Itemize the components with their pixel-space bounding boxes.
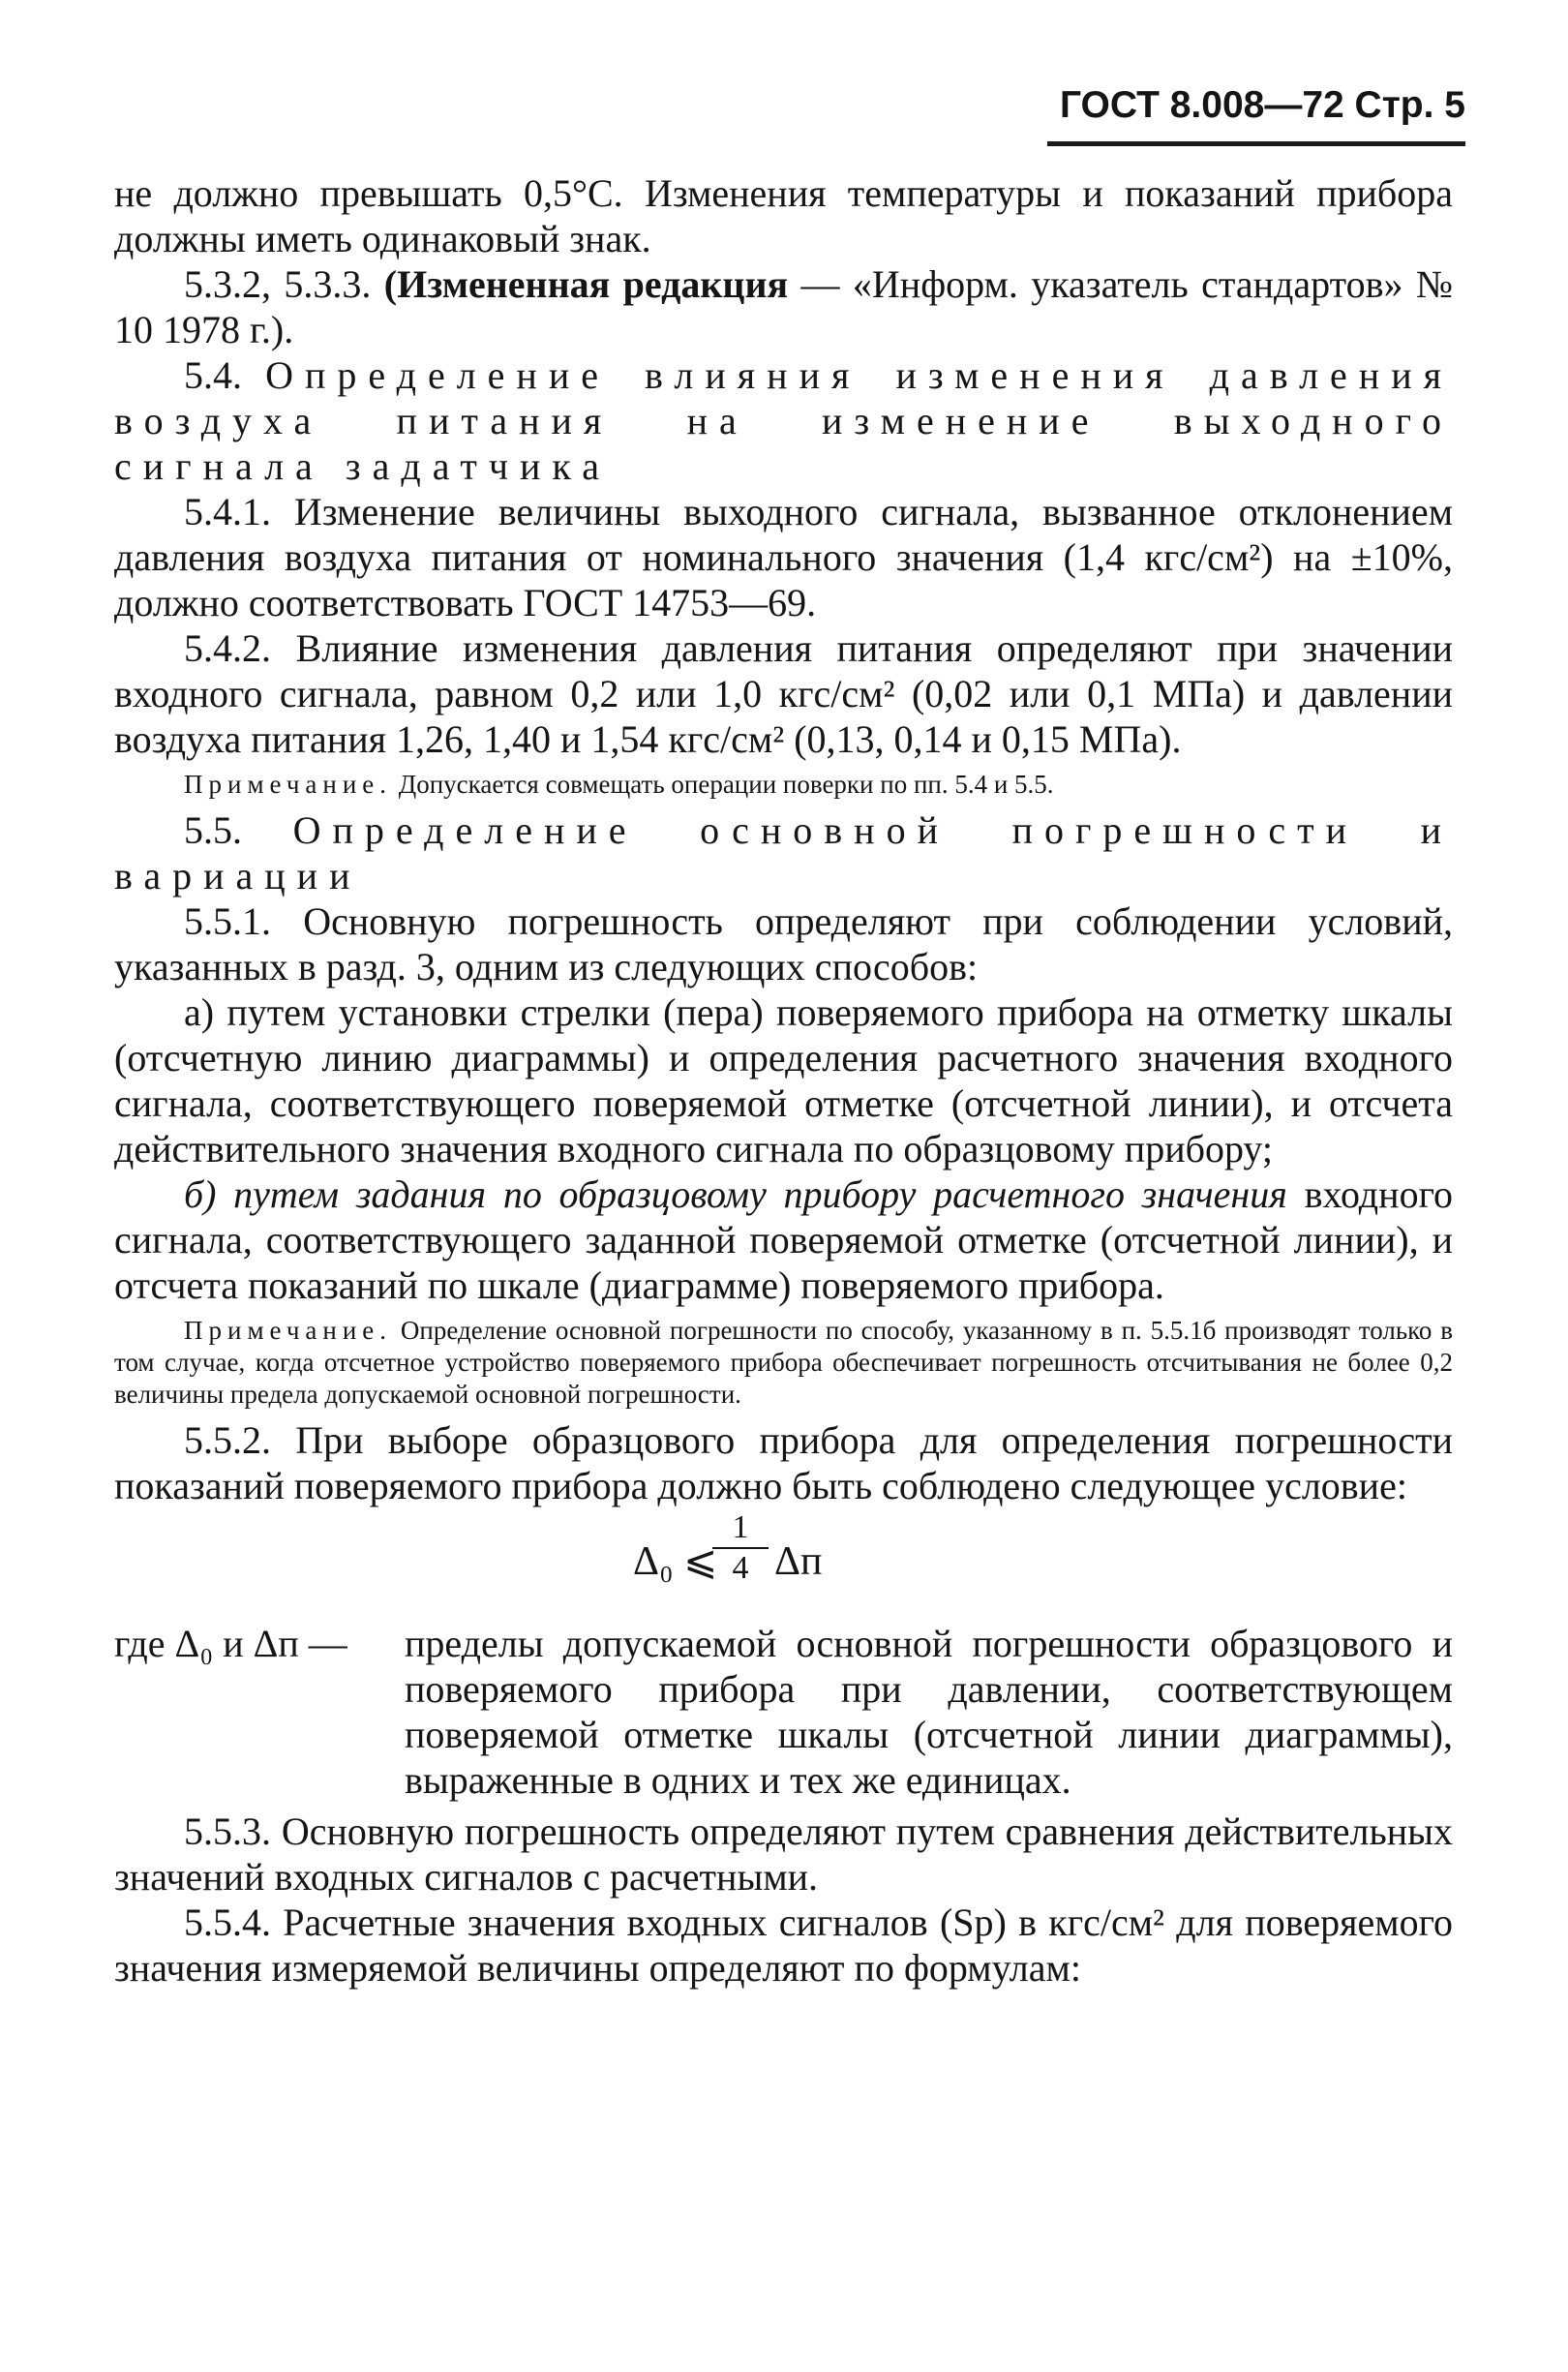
paragraph-continuation: не должно превышать 0,5°С. Изменения температуры и показаний прибора должны иметь одинаковый знак. [114,171,1453,260]
where-clause [114,1621,1453,1803]
paragraph-5-5-2: 5.5.2. При выборе образцового прибора для определения погрешности показаний поверяемого прибора должно быть соблюдено следующее условие: [114,1418,1453,1507]
where-text: пределы допускаемой основной погрешности образцового и поверяемого прибора при давлении, соответствующем поверяемой отметке шкалы (отсчетной линии диаграммы), выраженные в одних и тех же единицах. [405,1622,1453,1802]
section-5-5-heading [114,807,1453,898]
paragraph-5-4-2: 5.4.2. Влияние изменения давления питания определяют при значении входного сигнала, равном 0,2 или 1,0 кгс/см² (0,02 или 0,1 МПа) и давлении воздуха питания 1,26, 1,40 и 1,54 кгс/см² (0,13, 0,14 и 0,15 МПа). [114,626,1453,761]
page-header [1047,81,1465,146]
section-5-4-heading [114,352,1453,489]
paragraph-edit-note [114,261,1453,352]
note-2 [114,1315,1453,1411]
note-2-label: Примечание. [184,1316,393,1345]
section-5-4-number: 5.4. [184,353,242,397]
note-1-label: Примечание. [184,770,393,799]
section-5-5-title: Определение основной погрешности и вариации [114,808,1454,897]
paragraph-5-5-3: 5.5.3. Основную погрешность определяют путем сравнения действительных значений входных сигналов с расчетными. [114,1809,1453,1899]
formula-fraction [712,1508,769,1588]
list-item-b-rest: входного сигнала, соответствующего заданной поверяемой отметке (отсчетной линии), и отсчета показаний по шкале (диаграмме) поверяемого прибора. [114,1172,1453,1307]
section-5-4-title: Определение влияния изменения давления воздуха питания на изменение выходного сигнала задатчика [114,353,1453,488]
where-label: где Δ₀ и Δп — [114,1622,347,1665]
formula-denominator: 4 [732,1550,749,1586]
formula-rhs: Δп [774,1539,823,1584]
list-item-b-italic: б) путем задания по образцовому прибору расчетного значения [184,1172,1287,1216]
header-text: ГОСТ 8.008—72 Стр. 5 [1059,84,1465,126]
paragraph-5-5-4: 5.5.4. Расчетные значения входных сигналов (Sр) в кгс/см² для поверяемого значения измеряемой величины определяют по формулам: [114,1901,1453,1990]
note-2-text: Определение основной погрешности по способу, указанному в п. 5.5.1б производят только в том случае, когда отсчетное устройство поверяемого прибора обеспечивает погрешность отсчитывания не более 0,2 величины предела допускаемой основной погрешности. [114,1316,1453,1409]
paragraph-5-4-1: 5.4.1. Изменение величины выходного сигнала, вызванное отклонением давления воздуха питания от номинального значения (1,4 кгс/см²) на ±10%, должно соответствовать ГОСТ 14753—69. [114,490,1453,624]
edit-note-rest: — «Информ. указатель стандартов» № 10 1978 г.). [114,262,1454,351]
list-item-b [114,1171,1453,1308]
paragraph-5-5-1: 5.5.1. Основную погрешность определяют при соблюдении условий, указанных в разд. 3, одним из следующих способов: [114,899,1453,988]
list-item-a: а) путем установки стрелки (пера) поверяемого прибора на отметку шкалы (отсчетную линию диаграммы) и определения расчетного значения входного сигнала, соответствующего поверяемой отметке (отсчетной линии), и отсчета действительного значения входного сигнала по образцовому прибору; [114,990,1453,1171]
edit-note-bold: (Измененная редакция [383,262,789,306]
note-1 [114,769,1453,801]
formula-lhs: Δ₀ ⩽ [633,1539,718,1584]
formula-condition [114,1508,1453,1615]
edit-note-numbers: 5.3.2, 5.3.3. [184,262,384,306]
section-5-5-number: 5.5. [184,808,242,852]
formula-numerator: 1 [712,1508,769,1549]
note-1-text: Допускается совмещать операции поверки по пп. 5.4 и 5.5. [392,770,1054,799]
page-body [114,170,1453,1991]
